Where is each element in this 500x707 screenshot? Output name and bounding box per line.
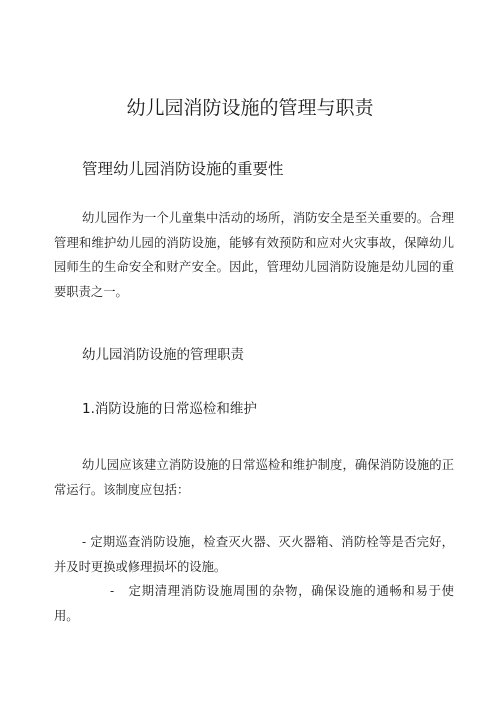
section-paragraph-importance: 幼儿园作为一个儿童集中活动的场所，消防安全是至关重要的。合理管理和维护幼儿园的消防设施，能够有效预防和应对火灾事故，保障幼儿园师生的生命安全和财产安全。因此，管理幼儿园消防设施是幼儿园的重要职责之一。: [54, 211, 454, 299]
bullet-dash: -: [110, 584, 115, 598]
list-item: [54, 579, 454, 628]
document-title: 幼儿园消防设施的管理与职责: [126, 97, 374, 119]
subsection-heading-inspection: 1.消防设施的日常巡检和维护: [82, 401, 257, 417]
section-heading-responsibilities: 幼儿园消防设施的管理职责: [82, 347, 244, 363]
list-item: [54, 530, 454, 579]
section-heading-importance: 管理幼儿园消防设施的重要性: [82, 160, 284, 178]
subsection-paragraph-inspection: 幼儿园应该建立消防设施的日常巡检和维护制度，确保消防设施的正常运行。该制度应包括：: [54, 458, 454, 497]
bullet-text: 定期巡查消防设施，检查灭火器、灭火器箱、消防栓等是否完好，并及时更换或修理损坏的设施。: [54, 535, 454, 574]
bullet-text: 定期清理消防设施周围的杂物，确保设施的通畅和易于使用。: [54, 584, 454, 623]
bullet-dash: -: [82, 535, 87, 549]
